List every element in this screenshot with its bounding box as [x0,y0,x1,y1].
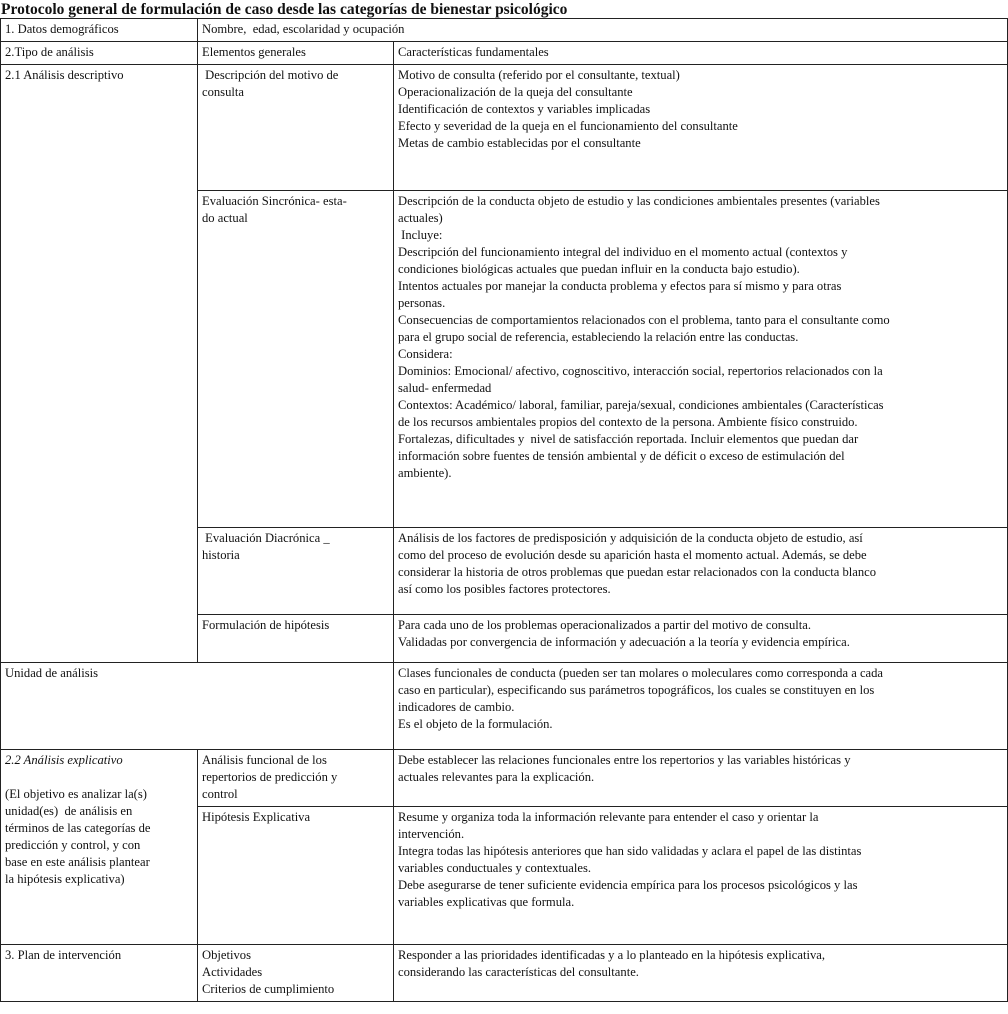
text-line: 3. Plan de intervención [5,948,122,962]
element-sincronica [198,191,394,528]
text-line: Fortalezas, dificultades y nivel de satisfacción reportada. Incluir elementos que puedan dar [398,432,859,446]
table-row-plan [1,945,1008,1002]
text-line: base en este análisis plantear [5,855,150,869]
row-label-explicative-analysis [1,750,198,945]
text-line: Descripción del funcionamiento integral del individuo en el momento actual (contextos y [398,245,848,259]
element-hipotesis [198,615,394,663]
text-line: caso en particular), especificando sus parámetros topográficos, los cuales se constituyen en los [398,683,875,697]
element-diacronica [198,528,394,615]
row-label-descriptive-analysis [1,65,198,663]
text-line: así como los posibles factores protectores. [398,582,611,596]
text-line: salud- enfermedad [398,381,492,395]
text-line: Formulación de hipótesis [202,618,330,632]
content-plan [394,945,1008,1002]
table-row-funcional [1,750,1008,807]
text-line: Hipótesis Explicativa [202,810,311,824]
text-line: Debe asegurarse de tener suficiente evidencia empírica para los procesos psicológicos y las [398,878,858,892]
text-line: 2.2 Análisis explicativo [5,753,123,767]
text-line: términos de las categorías de [5,821,151,835]
text-line: Incluye: [398,228,443,242]
text-line: do actual [202,211,248,225]
content-diacronica [394,528,1008,615]
text-line: de los recursos ambientales propios del contexto de la persona. Ambiente físico construido. [398,415,858,429]
text-line: 1. Datos demográficos [5,22,119,36]
content-sincronica [394,191,1008,528]
text-line: personas. [398,296,446,310]
text-line: ambiente). [398,466,452,480]
text-line: Descripción del motivo de [202,68,339,82]
text-line: Operacionalización de la queja del consultante [398,85,633,99]
row-label-analysis-type [1,42,198,65]
text-line: indicadores de cambio. [398,700,515,714]
text-line: Elementos generales [202,45,306,59]
text-line: consulta [202,85,244,99]
text-line: intervención. [398,827,465,841]
text-line: Metas de cambio establecidas por el consultante [398,136,641,150]
text-line: Motivo de consulta (referido por el consultante, textual) [398,68,680,82]
content-motivo [394,65,1008,191]
text-line: considerar la historia de otros problemas que puedan estar relacionados con la conducta blanco [398,565,877,579]
text-line: 2.Tipo de análisis [5,45,94,59]
row-label-unit [1,663,394,750]
content-funcional [394,750,1008,807]
text-line: Actividades [202,965,263,979]
protocol-table [0,18,1008,1002]
row-label-demographics [1,19,198,42]
text-line: Criterios de cumplimiento [202,982,335,996]
text-line: Validadas por convergencia de información y adecuación a la teoría y evidencia empírica. [398,635,850,649]
text-line: Clases funcionales de conducta (pueden ser tan molares o moleculares como corresponda a cada [398,666,884,680]
text-line: Unidad de análisis [5,666,99,680]
content-unit [394,663,1008,750]
document-title: Protocolo general de formulación de caso desde las categorías de bienestar psicológico [1,1,568,18]
text-line: Consecuencias de comportamientos relacionados con el problema, tanto para el consultante como [398,313,890,327]
element-funcional [198,750,394,807]
explicative-note [5,769,193,888]
table-row-analysis-type [1,42,1008,65]
text-line: variables explicativas que formula. [398,895,575,909]
text-line: 2.1 Análisis descriptivo [5,68,124,82]
text-line: la hipótesis explicativa) [5,872,125,886]
text-line: repertorios de predicción y [202,770,338,784]
text-line: Debe establecer las relaciones funcionales entre los repertorios y las variables históricas y [398,753,851,767]
demographics-content [198,19,1008,42]
text-line: Considera: [398,347,453,361]
text-line: Dominios: Emocional/ afectivo, cognoscitivo, interacción social, repertorios relacionados con la [398,364,883,378]
text-line: condiciones biológicas actuales que puedan influir en la conducta bajo estudio). [398,262,800,276]
text-line: Integra todas las hipótesis anteriores que han sido validadas y aclara el papel de las distintas [398,844,862,858]
table-row-unit [1,663,1008,750]
text-line: Evaluación Diacrónica _ [202,531,330,545]
text-line: como del proceso de evolución desde su aparición hasta el momento actual. Además, se debe [398,548,867,562]
text-line: Para cada uno de los problemas operacionalizados a partir del motivo de consulta. [398,618,812,632]
text-line: control [202,787,238,801]
explicative-heading [5,752,193,769]
text-line: Descripción de la conducta objeto de estudio y las condiciones ambientales presentes (variables [398,194,880,208]
text-line: actuales relevantes para la explicación. [398,770,595,784]
text-line: unidad(es) de análisis en [5,804,133,818]
text-line: variables conductuales y contextuales. [398,861,592,875]
text-line: Es el objeto de la formulación. [398,717,553,731]
header-fundamental-characteristics [394,42,1008,65]
text-line: Evaluación Sincrónica- esta- [202,194,347,208]
text-line: información sobre fuentes de tensión ambiental y de déficit o exceso de estimulación del [398,449,845,463]
text-line: Identificación de contextos y variables implicadas [398,102,651,116]
text-line: Responder a las prioridades identificadas y a lo planteado en la hipótesis explicativa, [398,948,826,962]
text-line: para el grupo social de referencia, estableciendo la relación entre las conductas. [398,330,799,344]
element-motivo [198,65,394,191]
text-line: Análisis de los factores de predisposición y adquisición de la conducta objeto de estudio, así [398,531,863,545]
text-line: Nombre, edad, escolaridad y ocupación [202,22,405,36]
content-hipotesis [394,615,1008,663]
table-row-demographics [1,19,1008,42]
table-row-motivo [1,65,1008,191]
text-line: Análisis funcional de los [202,753,327,767]
text-line: Características fundamentales [398,45,549,59]
text-line: Contextos: Académico/ laboral, familiar, pareja/sexual, condiciones ambientales (Características [398,398,884,412]
text-line [5,769,193,786]
text-line: historia [202,548,240,562]
text-line: (El objetivo es analizar la(s) [5,787,147,801]
row-label-plan [1,945,198,1002]
header-general-elements [198,42,394,65]
text-line: considerando las características del consultante. [398,965,639,979]
text-line: Efecto y severidad de la queja en el funcionamiento del consultante [398,119,738,133]
text-line: predicción y control, y con [5,838,141,852]
element-hip-explicativa [198,807,394,945]
text-line: Resume y organiza toda la información relevante para entender el caso y orientar la [398,810,819,824]
text-line: Intentos actuales por manejar la conducta problema y efectos para sí mismo y para otras [398,279,842,293]
element-plan [198,945,394,1002]
content-hip-explicativa [394,807,1008,945]
text-line: actuales) [398,211,443,225]
text-line: Objetivos [202,948,251,962]
